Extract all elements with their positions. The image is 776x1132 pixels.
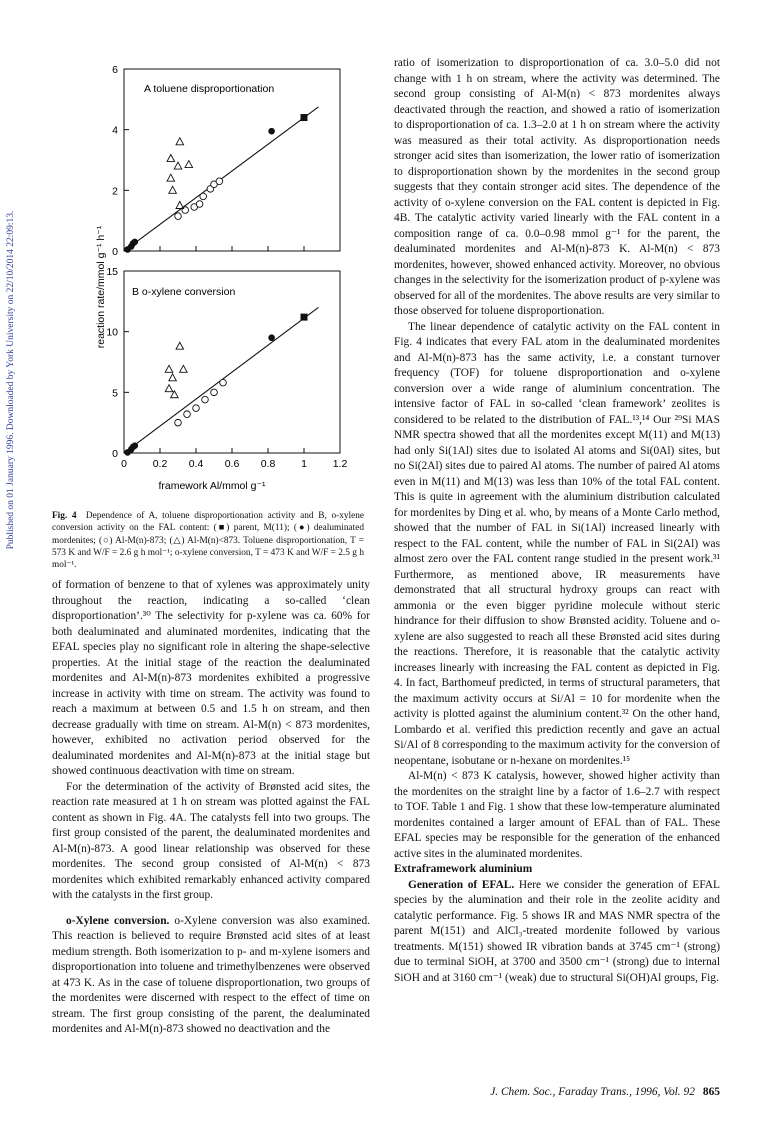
open-circle-point (220, 379, 227, 386)
right-paragraph-2: The linear dependence of catalytic activity on the FAL content in Fig. 4 indicates that every FAL atom in the dealuminated mordenites and Al-M(n)-873 has the same activity, i.e. a constant turnover frequency (TOF) for toluene disproportionation and o-xylene conversion over a wide range of aluminium concentration. The intensive factor of FAL in so-called ‘clean framework’ zeolites is considered to be related to the distribution of FAL.¹³,¹⁴ Our ²⁹Si MAS NMR spectra showed that all the mordenites except M(11) and M(13) had only Si(1Al) sites due to isolated Al atoms and Si(0Al) sites, but no Si(2Al) sites due to paired Al atoms. The number of paired Al atoms even in M(11) and M(13) was less than 10% of the total FAL content. This is quite in agreement with the aluminium distribution calculated for mordenites by Ding et al. who, by means of a Monte Carlo method, showed that the number of FAL in Si(1Al) increased linearly with respect to the FAL content, while the number of FAL in Si(2Al) was almost zero over the FAL content range studied in the present work.³¹ Furthermore, as mentioned above, IR measurements have demonstrated that all structural hydroxy groups can react with ammonia or the even bigger pyridine molecule without steric hindrance for their diffusion to show Brønsted acidity. Toluene and o-xylene are also suggested to reach all these Brønsted acid sites during the reactions. Therefore, it is reasonable that the catalytic activity increases linearly with increasing the FAL content as depicted in Fig. 4. In fact, Barthomeuf predicted, in terms of structural parameters, that the maximum activity occurs at Si/Al = 10 for mordenite when the activity is plotted against the aluminium content.³² On the other hand, Lombardo et al. verified this prediction recently and gave an actual Si/Al of 8 corresponding to the maximum activity for the conversion of neopentane, isobutane or n-hexane on mordenites.¹⁵ (394, 320, 720, 767)
section-heading: Extraframework aluminium (394, 863, 533, 875)
open-triangle-point (165, 385, 173, 392)
oxylene-paragraph (52, 914, 370, 1038)
y-axis-label: reaction rate/mmol g⁻¹ h⁻¹ (95, 225, 107, 349)
open-circle-point (211, 389, 218, 396)
open-circle-point (196, 201, 203, 208)
panel-b-y-tick-label: 15 (106, 266, 118, 278)
open-circle-point (216, 178, 223, 185)
open-triangle-point (167, 154, 175, 161)
panel-b-frame (124, 271, 340, 453)
open-triangle-point (180, 365, 188, 372)
open-triangle-point (169, 374, 177, 381)
filled-circle-point (132, 239, 139, 246)
square-point (301, 314, 308, 321)
square-point (301, 114, 308, 121)
page-number: 865 (702, 1086, 720, 1098)
panel-a-frame (124, 69, 340, 251)
open-triangle-point (176, 138, 184, 145)
x-axis-label: framework Al/mmol g⁻¹ (158, 480, 266, 492)
panel-a-y-tick-label: 4 (112, 124, 118, 137)
right-paragraph-3: Al-M(n) < 873 K catalysis, however, showed higher activity than the mordenites on the straight line by a factor of 1.6–2.7 with respect to TOF. Table 1 and Fig. 1 show that these low-temperature aluminated mordenites contained a larger amount of EFAL than of FAL. These EFAL species may be responsible for the generation of the enhanced active sites in the aluminated mordenites. (394, 770, 720, 860)
download-notice-text: Published on 01 January 1996. Downloaded by York University on 22/10/2014 22:09:13. (6, 210, 16, 550)
journal-citation: J. Chem. Soc., Faraday Trans., 1996, Vol. 92 (490, 1086, 695, 1098)
x-tick-label: 1 (301, 458, 307, 470)
open-triangle-point (165, 365, 173, 372)
open-triangle-point (185, 161, 193, 168)
panel-a-y-tick-label: 2 (112, 185, 118, 198)
x-tick-label: 0.8 (260, 458, 276, 470)
efal-subheading: Generation of EFAL. (408, 878, 515, 891)
x-tick-label: 0 (121, 458, 127, 470)
filled-circle-point (268, 128, 275, 135)
figure-4 (52, 55, 362, 500)
panel-b-label: B o-xylene conversion (132, 286, 236, 298)
panel-a-y-tick-label: 6 (112, 64, 118, 76)
oxylene-heading: o-Xylene conversion. (66, 914, 170, 927)
download-notice (0, 60, 22, 700)
filled-circle-point (132, 442, 139, 449)
open-circle-point (193, 405, 200, 412)
open-circle-point (184, 411, 191, 418)
figure-caption (52, 510, 364, 571)
caption-text: Dependence of A, toluene disproportionation activity and B, o-xylene conversion activity on the FAL content: (■) parent, M(11); (●) dealuminated mordenites; (○) Al-M(n)-873; (△) Al-M(n)<873. Toluene disproportionation, T = 573 K and W/F = 2.6 g h mol⁻¹; o-xylene conversion, T = 473 K and W/F = 2.5 g h mol⁻¹. (52, 511, 364, 571)
panel-a-y-tick-label: 0 (112, 246, 118, 258)
caption-label: Fig. 4 (52, 511, 77, 521)
open-triangle-point (176, 342, 184, 349)
oxylene-text: o-Xylene conversion was also examined. This reaction is believed to require Brønsted acid sites of at least medium strength. Both isomerization to p- and m-xylene isomers and disproportionation into toluene and trimethylbenzenes were observed at 473 K. As in the case of toluene disproportionation, two groups of the mordenites were discerned with respect to the effect of time on stream. The first group consisting of the parent, the dealuminated mordenites and Al-M(n)-873 showed no deactivation and the (52, 914, 370, 1035)
open-triangle-point (167, 174, 175, 181)
open-circle-point (175, 213, 182, 220)
efal-paragraph (394, 878, 720, 987)
x-tick-label: 0.6 (224, 458, 240, 470)
open-triangle-point (169, 186, 177, 193)
x-tick-label: 1.2 (332, 458, 348, 470)
x-tick-label: 0.4 (188, 458, 204, 470)
left-paragraph-1: of formation of benzene to that of xylenes was approximately unity throughout the reaction, indicating a so-called ‘clean disproportionation’.³⁰ The selectivity for p-xylene was ca. 60% for both dealuminated and aluminated mordenites, indicating that the EFAL species play no significant role in altering the shape-selective properties. At the initial stage of the reaction the dealuminated mordenites and Al-M(n)-873 mordenites exhibited a progressive increase in activity with time on stream. The activity was found to reach a maximum at between 0.5 and 1.5 h on stream, and then decrease gradually with time on stream. Al-M(n) < 873 mordenites, however, exhibited no activation period observed for the dealuminated mordenites and Al-M(n)-873 at the initial stage but showed continuous deactivation with time on stream. (52, 579, 370, 777)
open-circle-point (202, 396, 209, 403)
panel-b-y-tick-label: 10 (106, 326, 118, 339)
page-footer (440, 1086, 720, 1098)
open-circle-point (200, 193, 207, 200)
panel-a-label: A toluene disproportionation (144, 83, 275, 95)
filled-circle-point (268, 334, 275, 341)
figure-4-plots (52, 55, 362, 500)
open-circle-point (175, 419, 182, 426)
right-column (394, 56, 720, 986)
panel-b-y-tick-label: 0 (112, 448, 118, 460)
open-triangle-point (174, 162, 182, 169)
x-tick-label: 0.2 (152, 458, 168, 470)
left-column (52, 578, 370, 1038)
efal-text: Here we consider the generation of EFAL species by the alumination and their role in the zeolite acidity and catalytic performance. Fig. 5 shows IR and MAS NMR spectra of the parent M(151) and AlCl₃-treated mordenite followed by various treatments. M(151) showed IR vibration bands at 3745 cm⁻¹ (strong) due to terminal SiOH, at 3700 and 3500 cm⁻¹ (strong) due to internal SiOH and at 3160 cm⁻¹ (weak) due to structural Si(OH)Al groups, Fig. (394, 878, 720, 984)
panel-b-y-tick-label: 5 (112, 387, 118, 400)
left-paragraph-2: For the determination of the activity of Brønsted acid sites, the reaction rate measured at 1 h on stream was plotted against the FAL content as shown in Fig. 4A. The catalysts fell into two groups. The first group consisted of the parent, the dealuminated mordenites and Al-M(n)-873. A good linear relationship was observed for these mordenites. The second group consisted of Al-M(n) < 873 mordenites which exhibited remarkably enhanced activity compared with the catalysts in the first group. (52, 780, 370, 901)
right-paragraph-1: ratio of isomerization to disproportionation of ca. 3.0–5.0 did not change with 1 h on stream, where the activity was determined. The second group consisting of Al-M(n) < 873 mordenites always deactivated through the reaction, and showed a ratio of isomerization to disproportionation of ca. 1.3–2.0 at 1 h on stream where the activity was measured as their total activity. As disproportionation needs stronger acid sites than isomerization, the lower ratio of isomerization to disproportionation shown by the mordenites in the second group suggests that they contain stronger acid sites. The dependence of the activity of o-xylene conversion on the FAL content is depicted in Fig. 4B. The catalytic activity varied linearly with the FAL content in a composition range of ca. 0.0–0.98 mmol g⁻¹ for the parent, the dealuminated mordenites and Al-M(n)-873 K. Al-M(n) < 873 mordenites, however, showed enhanced activity. Moreover, no obvious changes in the selectivity for the isomerization product of p-xylene was observed for all of the mordenites. The above results are very similar to those observed for toluene disproportionation. (394, 57, 720, 317)
